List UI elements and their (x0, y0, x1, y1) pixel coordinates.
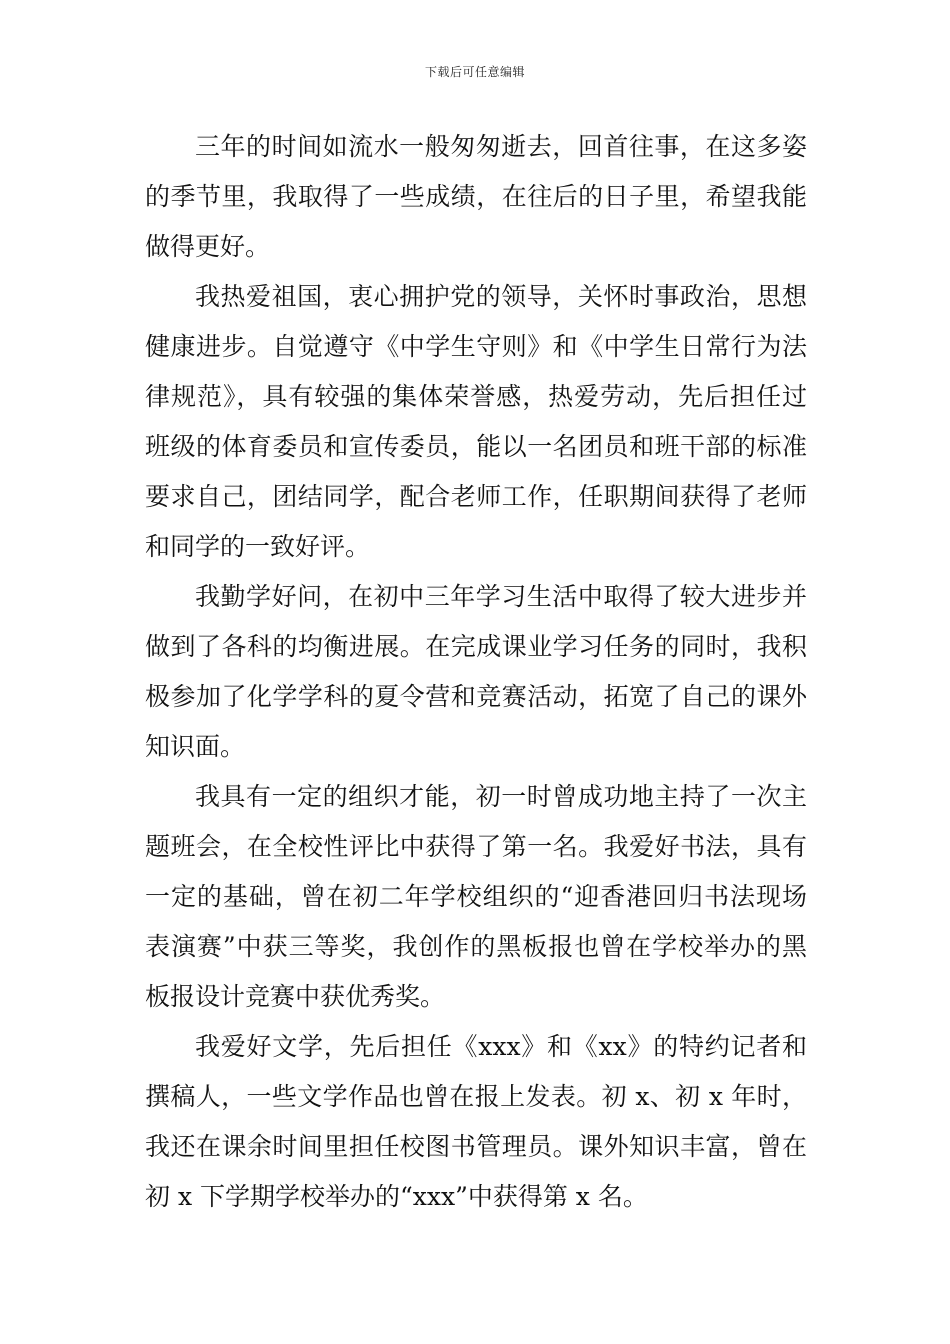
page-header-note: 下载后可任意编辑 (424, 65, 525, 79)
paragraph-political: 我热爱祖国，衷心拥护党的领导，关怀时事政治，思想健康进步。自觉遵守《中学生守则》和《中学生日常行为法律规范》，具有较强的集体荣誉感，热爱劳动，先后担任过班级的体育委员和宣传委员，能以一名团员和班干部的标准要求自己，团结同学，配合老师工作，任职期间获得了老师和同学的一致好评。 (145, 282, 807, 561)
paragraph-intro: 三年的时间如流水一般匆匆逝去，回首往事，在这多姿的季节里，我取得了一些成绩，在往后的日子里，希望我能做得更好。 (145, 132, 807, 261)
document-body (145, 122, 807, 1222)
paragraph-organization: 我具有一定的组织才能，初一时曾成功地主持了一次主题班会，在全校性评比中获得了第一名。我爱好书法，具有一定的基础，曾在初二年学校组织的“迎香港回归书法现场表演赛”中获三等奖，我创作的黑板报也曾在学校举办的黑板报设计竞赛中获优秀奖。 (145, 782, 807, 1011)
paragraph-study: 我勤学好问，在初中三年学习生活中取得了较大进步并做到了各科的均衡进展。在完成课业学习任务的同时，我积极参加了化学学科的夏令营和竞赛活动，拓宽了自己的课外知识面。 (145, 582, 807, 761)
paragraph-literature: 我爱好文学，先后担任《xxx》和《xx》的特约记者和撰稿人，一些文学作品也曾在报上发表。初 x、初 x 年时，我还在课余时间里担任校图书管理员。课外知识丰富，曾在初 x 下学期学校举办的“xxx”中获得第 x 名。 (145, 1032, 807, 1211)
